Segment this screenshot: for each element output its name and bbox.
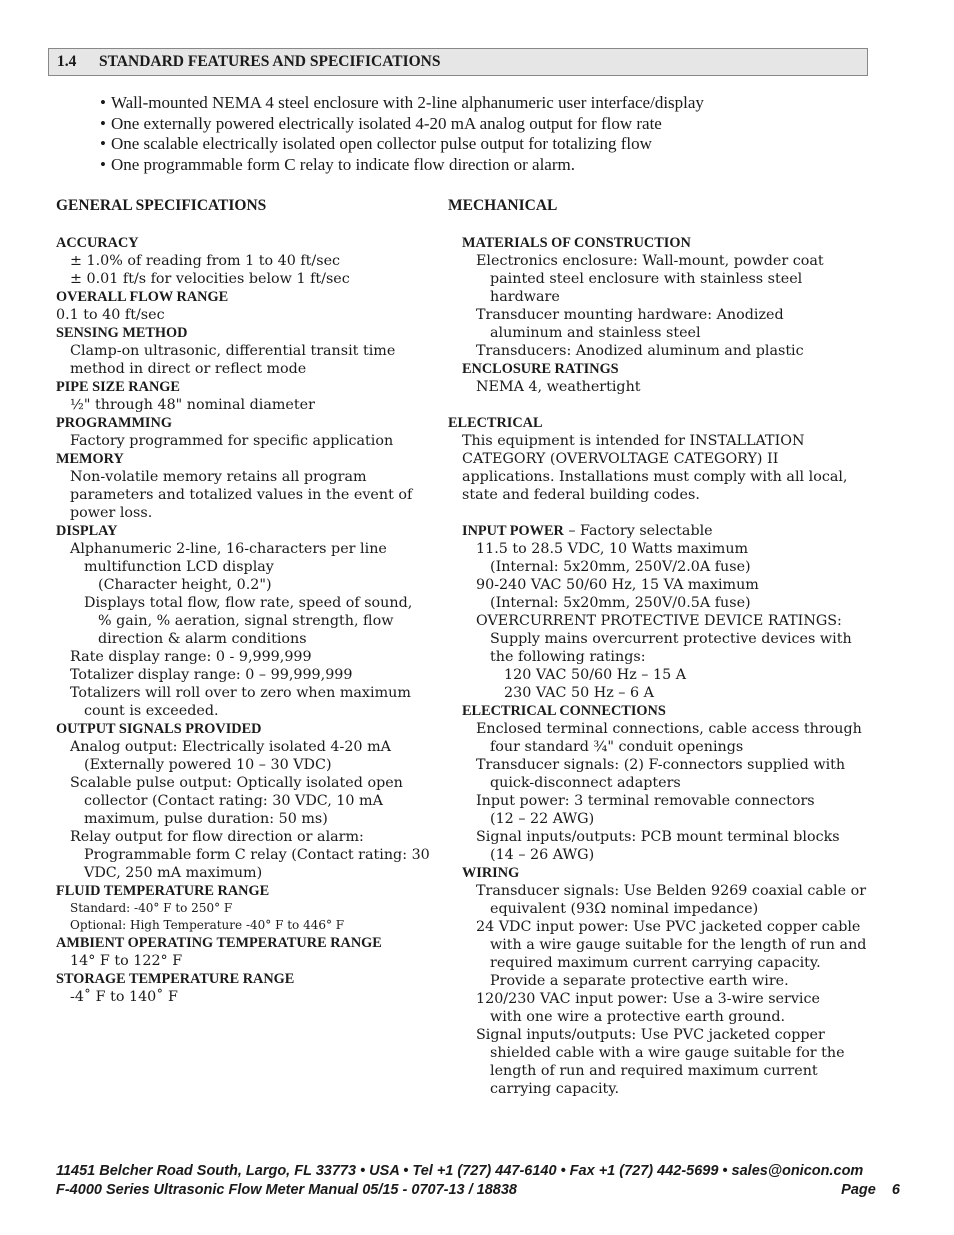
mechanical-title: MECHANICAL	[448, 197, 558, 214]
spec-text: Provide a separate protective earth wire.	[490, 973, 789, 989]
spec-text: Totalizers will roll over to zero when maximum	[70, 685, 411, 701]
spec-heading: ACCURACY	[56, 235, 139, 251]
spec-heading: DISPLAY	[56, 523, 118, 539]
spec-text: Relay output for flow direction or alarm:	[70, 829, 364, 845]
spec-text: required maximum current carrying capacity.	[490, 955, 821, 971]
spec-text: hardware	[490, 289, 560, 305]
spec-text: 14° F to 122° F	[70, 953, 183, 969]
spec-text: Alphanumeric 2-line, 16-characters per line	[70, 541, 387, 557]
section-number: 1.4	[57, 53, 77, 70]
feature-list	[100, 93, 900, 175]
spec-heading: INPUT POWER	[462, 523, 564, 539]
section-title: STANDARD FEATURES AND SPECIFICATIONS	[99, 53, 441, 70]
spec-text: – Factory selectable	[563, 523, 713, 539]
spec-text: ± 1.0% of reading from 1 to 40 ft/sec	[70, 253, 341, 269]
spec-text: OVERCURRENT PROTECTIVE DEVICE RATINGS:	[476, 613, 842, 629]
spec-heading: AMBIENT OPERATING TEMPERATURE RANGE	[56, 935, 382, 951]
spec-text: multifunction LCD display	[84, 559, 274, 575]
spec-heading: ELECTRICAL CONNECTIONS	[462, 703, 666, 719]
spec-heading: PIPE SIZE RANGE	[56, 379, 180, 395]
spec-text: (14 – 26 AWG)	[490, 847, 595, 863]
spec-text: 24 VDC input power: Use PVC jacketed copper cable	[476, 919, 861, 935]
spec-text: length of run and required maximum current	[490, 1063, 818, 1079]
spec-text: state and federal building codes.	[462, 487, 700, 503]
spec-text: (Externally powered 10 – 30 VDC)	[84, 757, 332, 773]
spec-text: 230 VAC 50 Hz – 6 A	[504, 685, 654, 701]
spec-text: maximum, pulse duration: 50 ms)	[84, 811, 328, 827]
spec-text: 11.5 to 28.5 VDC, 10 Watts maximum	[476, 541, 749, 557]
spec-text: Input power: 3 terminal removable connectors	[476, 793, 815, 809]
spec-text: Programmable form C relay (Contact rating: 30	[84, 847, 430, 863]
spec-text: Signal inputs/outputs: Use PVC jacketed copper	[476, 1027, 825, 1043]
spec-text: (Internal: 5x20mm, 250V/0.5A fuse)	[490, 595, 751, 611]
spec-text: This equipment is intended for INSTALLATION	[462, 433, 805, 449]
feature-item: • One programmable form C relay to indicate flow direction or alarm.	[100, 155, 900, 176]
spec-text: with a wire gauge suitable for the length of run and	[490, 937, 867, 953]
feature-item: • One externally powered electrically isolated 4-20 mA analog output for flow rate	[100, 114, 900, 135]
spec-text: Transducer signals: (2) F-connectors supplied with	[476, 757, 846, 773]
general-specifications-column	[56, 196, 430, 1006]
spec-text: Clamp-on ultrasonic, differential transit time	[70, 343, 396, 359]
spec-heading: SENSING METHOD	[56, 325, 188, 341]
page-number: Page 6	[841, 1182, 900, 1198]
spec-text: shielded cable with a wire gauge suitable for the	[490, 1045, 845, 1061]
spec-heading: OUTPUT SIGNALS PROVIDED	[56, 721, 262, 737]
spec-heading: MATERIALS OF CONSTRUCTION	[462, 235, 691, 251]
spec-text: Totalizer display range: 0 – 99,999,999	[70, 667, 353, 683]
spec-text: Transducer mounting hardware: Anodized	[476, 307, 784, 323]
spec-text: 0.1 to 40 ft/sec	[56, 307, 165, 323]
spec-text: power loss.	[70, 505, 153, 521]
spec-text: parameters and totalized values in the event of	[70, 487, 413, 503]
spec-text: % gain, % aeration, signal strength, flow	[98, 613, 394, 629]
spec-text: with one wire a protective earth ground.	[490, 1009, 786, 1025]
spec-text: (Internal: 5x20mm, 250V/2.0A fuse)	[490, 559, 751, 575]
footer-manual-info	[56, 1181, 900, 1199]
spec-text: painted steel enclosure with stainless steel	[490, 271, 803, 287]
spec-heading: ENCLOSURE RATINGS	[462, 361, 619, 377]
general-specifications-title: GENERAL SPECIFICATIONS	[56, 197, 267, 214]
spec-text: carrying capacity.	[490, 1081, 620, 1097]
spacer	[448, 396, 868, 414]
spec-text: ½" through 48" nominal diameter	[70, 397, 315, 413]
spec-text: Non-volatile memory retains all program	[70, 469, 367, 485]
spec-text: Optional: High Temperature -40° F to 446° F	[70, 918, 345, 932]
spec-text: NEMA 4, weathertight	[476, 379, 641, 395]
footer-manual-title: F-4000 Series Ultrasonic Flow Meter Manual 05/15 - 0707-13 / 18838	[56, 1182, 517, 1198]
spec-heading: PROGRAMMING	[56, 415, 172, 431]
section-heading	[48, 48, 868, 76]
spec-text: Transducers: Anodized aluminum and plastic	[476, 343, 804, 359]
spec-text: Electronics enclosure: Wall-mount, powder coat	[476, 253, 824, 269]
spec-text: applications. Installations must comply with all local,	[462, 469, 848, 485]
spec-text: ± 0.01 ft/s for velocities below 1 ft/sec	[70, 271, 350, 287]
spec-text: equivalent (93Ω nominal impedance)	[490, 901, 759, 917]
spec-text: count is exceeded.	[84, 703, 219, 719]
spec-text: the following ratings:	[490, 649, 646, 665]
spec-heading: MEMORY	[56, 451, 124, 467]
spec-text: (12 – 22 AWG)	[490, 811, 595, 827]
spec-text: Factory programmed for specific application	[70, 433, 394, 449]
spacer	[448, 504, 868, 522]
spec-heading: WIRING	[462, 865, 520, 881]
spec-text: Transducer signals: Use Belden 9269 coaxial cable or	[476, 883, 867, 899]
spec-text: CATEGORY (OVERVOLTAGE CATEGORY) II	[462, 451, 779, 467]
spec-text: Rate display range: 0 - 9,999,999	[70, 649, 312, 665]
spec-text: Signal inputs/outputs: PCB mount terminal blocks	[476, 829, 840, 845]
spec-text: four standard ¾" conduit openings	[490, 739, 744, 755]
spec-text: quick-disconnect adapters	[490, 775, 681, 791]
spec-text: 90-240 VAC 50/60 Hz, 15 VA maximum	[476, 577, 759, 593]
spec-heading: FLUID TEMPERATURE RANGE	[56, 883, 270, 899]
spec-text: 120/230 VAC input power: Use a 3-wire service	[476, 991, 820, 1007]
spec-heading-line	[448, 522, 868, 540]
spec-text: Scalable pulse output: Optically isolated open	[70, 775, 403, 791]
spec-heading: OVERALL FLOW RANGE	[56, 289, 229, 305]
spec-text: aluminum and stainless steel	[490, 325, 701, 341]
spec-text: Standard: -40° F to 250° F	[70, 901, 233, 915]
feature-item: • One scalable electrically isolated open collector pulse output for totalizing flow	[100, 134, 900, 155]
footer-address: 11451 Belcher Road South, Largo, FL 33773 • USA • Tel +1 (727) 447-6140 • Fax +1 (727) 442-5699 • sales@onicon.com	[56, 1163, 864, 1179]
spec-text: collector (Contact rating: 30 VDC, 10 mA	[84, 793, 383, 809]
spec-text: method in direct or reflect mode	[70, 361, 307, 377]
spec-text: Supply mains overcurrent protective devices with	[490, 631, 852, 647]
feature-item: • Wall-mounted NEMA 4 steel enclosure with 2-line alphanumeric user interface/display	[100, 93, 900, 114]
spec-text: VDC, 250 mA maximum)	[84, 865, 263, 881]
spec-text: direction & alarm conditions	[98, 631, 307, 647]
spec-heading: STORAGE TEMPERATURE RANGE	[56, 971, 295, 987]
spec-text: Enclosed terminal connections, cable access through	[476, 721, 862, 737]
spec-text: Analog output: Electrically isolated 4-20 mA	[70, 739, 391, 755]
mechanical-column	[448, 196, 868, 1098]
spec-heading: ELECTRICAL	[448, 415, 543, 431]
spec-text: 120 VAC 50/60 Hz – 15 A	[504, 667, 687, 683]
spec-text: (Character height, 0.2")	[98, 577, 272, 593]
spec-text: -4˚ F to 140˚ F	[70, 989, 178, 1005]
spec-text: Displays total flow, flow rate, speed of sound,	[84, 595, 413, 611]
